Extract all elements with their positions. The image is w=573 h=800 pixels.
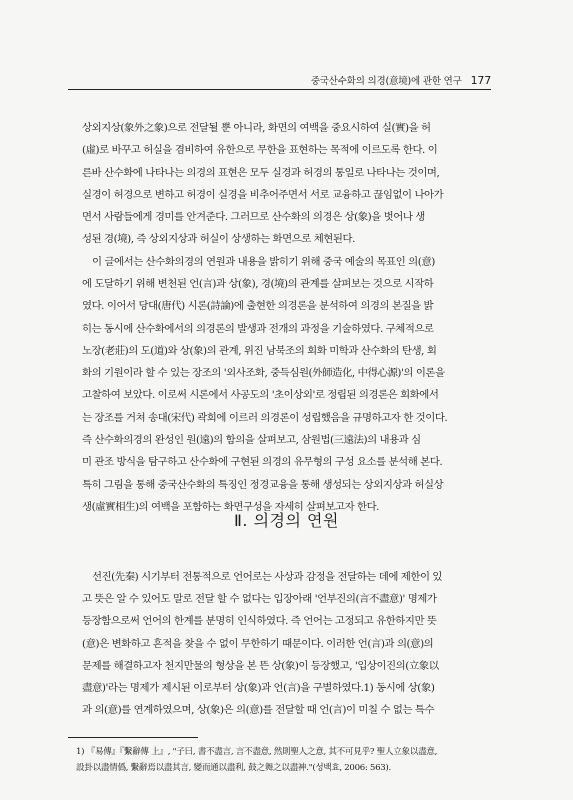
running-title: 중국산수화의 의경(意境)에 관한 연구: [310, 76, 462, 87]
header-rule: [68, 89, 491, 90]
para1-line: 상외지상(象外之象)으로 전달될 뿐 아니라, 화면의 여백을 중요시하여 실(實)을 허: [82, 122, 431, 134]
para1-line: 성된 경(境), 즉 상외지상과 허실이 상생하는 화면으로 체현된다.: [82, 233, 355, 246]
page-number: 177: [470, 74, 491, 87]
para2-line: 화의 기원이라 할 수 있는 장조의 '외사조화, 중득심원(外師造化, 中得心源)'의 이론을: [82, 367, 445, 380]
para3-line: 등장함으로써 언어의 한계를 분명히 인식하였다. 즉 언어는 고정되고 유한하지만 뜻: [82, 615, 437, 628]
footnote: [76, 744, 496, 776]
para1-line: (虛)로 바꾸고 허실을 겸비하여 유한으로 무한을 표현하는 목적에 이르도록 한다. 이: [82, 144, 438, 157]
para2-line: 생(虛實相生)의 여백을 포함하는 화면구성을 자세히 살펴보고자 한다.: [82, 500, 380, 513]
para2-line: 였다. 이어서 당대(唐代) 시론(詩論)에 출현한 의경론을 분석하여 의경의 본질을 밝: [82, 300, 434, 313]
para1-line: 른바 산수화에 나타나는 의경의 표현은 모두 실경과 허경의 통일로 나타나는 것이며,: [82, 166, 440, 179]
para2-line: 이 글에서는 산수화의경의 연원과 내용을 밝히기 위해 중국 예술의 목표인 의(意): [92, 256, 435, 268]
para3-line: 盡意)'라는 명제가 제시된 이로부터 상(象)과 언(言)을 구별하였다.1) 동시에 상(象): [82, 682, 435, 695]
section-heading: Ⅱ. 의경의 연원: [234, 511, 339, 530]
para2-line: 히는 동시에 산수화에서의 의경론의 발생과 전개의 과정을 기술하였다. 구체적으로: [82, 322, 434, 335]
footnote-rule: [68, 737, 198, 738]
running-head: [74, 73, 491, 87]
para2-line: 즉 산수화의경의 완성인 원(遠)의 함의을 살펴보고, 삼원법(三遠法)의 내용과 심: [82, 434, 421, 447]
paragraph-3: [92, 566, 488, 588]
para3-line: 고 뜻은 알 수 있어도 말로 전달 할 수 없다는 입장아래 '언부진의(言不盡意)' 명제가: [82, 593, 437, 605]
para3-line: 문제를 해결하고자 천지만물의 형상을 본 뜬 상(象)이 등장했고, '입상이진의(立象以: [82, 659, 439, 672]
para2-line: 에 도달하기 위해 변천된 언(言)과 상(象), 경(境)의 관계를 살펴보는 것으로 시작하: [82, 278, 434, 290]
para2-line: 특히 그림을 통해 중국산수화의 특징인 정경교융을 통해 생성되는 상외지상과 허실상: [82, 478, 444, 491]
para2-line: 노장(老莊)의 도(道)와 상(象)의 관계, 위진 남북조의 회화 미학과 산수화의 탄생, 회: [82, 344, 437, 357]
para2-line: 고찰하여 보았다. 이로써 시론에서 사공도의 '초이상외'로 정립된 의경론은 회화에서: [82, 389, 439, 402]
paragraph-3-cont: [82, 588, 488, 722]
paragraph-1: [82, 117, 488, 251]
paragraph-2: [92, 251, 488, 273]
para1-line: 실경이 허경으로 변하고 허경이 실경을 비추어주면서 서로 교융하고 끊임없이 나아가: [82, 188, 444, 201]
footnote-line: 1) 『易傳』『繫辭傳 上』, "子曰, 書不盡言, 言不盡意, 然則聖人之意, 其不可見乎? 聖人立象以盡意,: [76, 747, 438, 757]
para2-line: 미 관조 방식을 탐구하고 산수화에 구현된 의경의 유무형의 구성 요소를 분석해 본다.: [82, 456, 443, 469]
footnote-line: 設卦以盡情僞, 繫辭焉以盡其言, 變而通以盡利, 鼓之舞之以盡神."(성백효, 2006: 563).: [76, 763, 391, 773]
para3-line: (意)은 변화하고 흔적을 찾을 수 없이 무한하기 때문이다. 이러한 언(言)과 의(意)의: [82, 637, 434, 650]
para3-line: 선진(先秦) 시기부터 전통적으로 언어로는 사상과 감정을 전달하는 데에 제한이 있: [92, 571, 442, 583]
para1-line: 면서 사람들에게 경미를 안겨준다. 그러므로 산수화의 의경은 상(象)을 벗어나 생: [82, 211, 425, 224]
para2-line: 는 장조를 거쳐 송대(宋代) 곽희에 이르러 의경론이 성립했음을 규명하고자 한 것이다.: [82, 411, 448, 424]
paragraph-2-cont: [82, 273, 488, 518]
para3-line: 과 의(意)를 연계하였으며, 상(象)은 의(意)를 전달할 때 언(言)이 미칠 수 없는 특수: [82, 704, 435, 717]
